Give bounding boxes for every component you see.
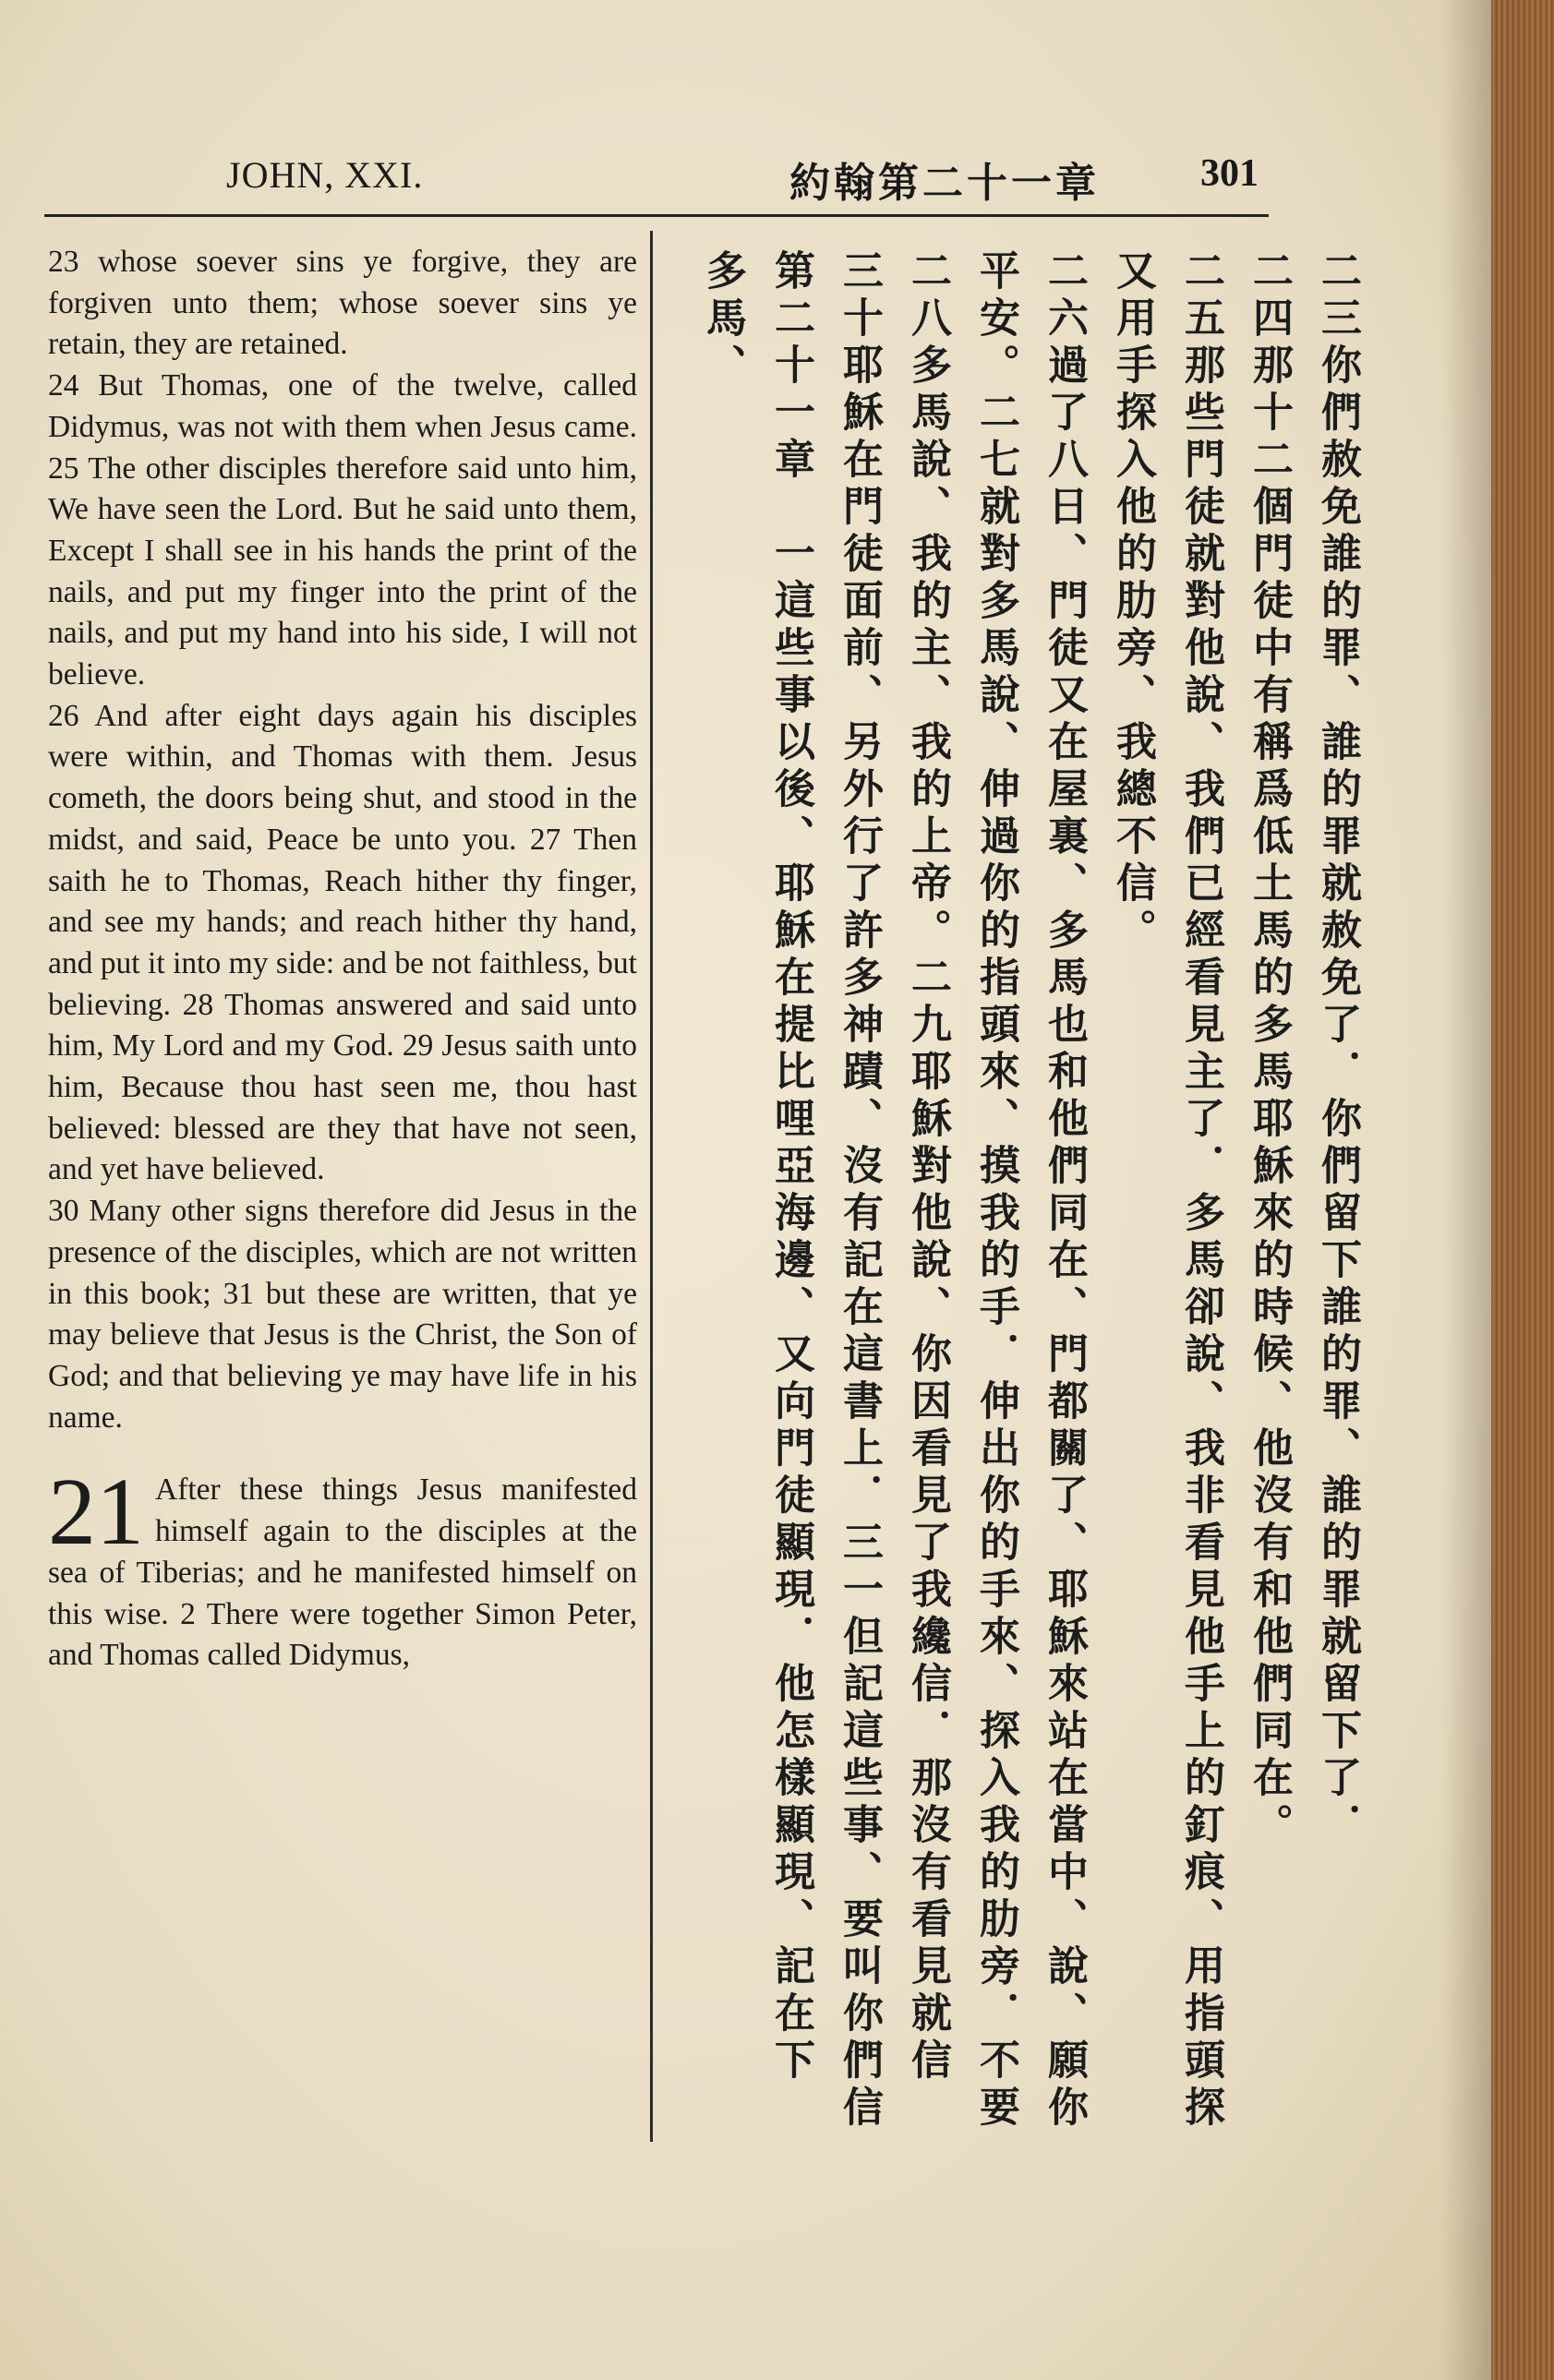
chapter-numeral: 21 xyxy=(48,1459,144,1566)
running-header xyxy=(46,148,1265,212)
chinese-line: 第二十一章 一這些事以後、耶穌在提比哩亞海邊、又向門徒顯現．他怎樣顯現、記在下 xyxy=(767,249,814,2086)
english-text-column xyxy=(48,242,637,1677)
english-paragraph: 24 But Thomas, one of the twelve, called Didymus, was not with them when Jesus came. 25 The other disciples therefore said unto him, We have seen the Lord. But he said unto them, Except I shall see in his hands the print of the nails, and put my finger into the print of the nails, and put my hand into his side, I will not believe. xyxy=(48,368,637,692)
column-divider xyxy=(650,231,653,2142)
english-paragraph: 23 whose soever sins ye forgive, they are forgiven unto them; whose soever sins ye retain, they are retained. xyxy=(48,245,637,362)
header-english-title: JOHN, XXI. xyxy=(226,154,424,196)
chinese-line: 平安。二七就對多馬說、伸過你的指頭來、摸我的手．伸出你的手來、探入我的肋旁．不要 xyxy=(972,249,1019,2133)
english-paragraph: 30 Many other signs therefore did Jesus in the presence of the disciples, which are not written in this book; 31 but these are written, that ye may believe that Jesus is the Christ, the Son of God; and that believing ye may have life in his name. xyxy=(48,1194,637,1435)
chinese-line: 二四那十二個門徒中有稱爲低土馬的多馬耶穌來的時候、他沒有和他們同在。 xyxy=(1246,249,1293,1850)
chinese-line: 二三你們赦免誰的罪、誰的罪就赦免了．你們留下誰的罪、誰的罪就留下了． xyxy=(1314,249,1361,1850)
chinese-line: 多馬、 xyxy=(699,249,746,391)
chapter-21-opening xyxy=(48,1459,637,1677)
header-chinese-title: 約翰第二十一章 xyxy=(789,160,1100,207)
english-paragraph: 26 And after eight days again his disciples were within, and Thomas with them. Jesus cometh, the doors being shut, and stood in the midst, and said, Peace be unto you. 27 Then saith he to Thomas, Reach hither thy finger, and see my hands; and reach hither thy hand, and put it into my side: and be not faithless, but believing. 28 Thomas answered and said unto him, My Lord and my God. 29 Jesus saith unto him, Because thou hast seen me, thou hast believed: blessed are they that have not seen, and yet have believed. xyxy=(48,698,637,1187)
page-curl-shadow xyxy=(1440,0,1491,2380)
header-rule xyxy=(44,214,1269,217)
chinese-text-column xyxy=(667,249,1368,2133)
chapter-opening-text: After these things Jesus manifested himself again to the disciples at the sea of Tiberias; and he manifested himself on this wise. 2 There were together Simon Peter, and Thomas called Didymus, xyxy=(48,1472,637,1673)
chinese-line: 三十耶穌在門徒面前、另外行了許多神蹟、沒有記在這書上．三一但記這些事、要叫你們信 xyxy=(836,249,883,2133)
chinese-line: 二五那些門徒就對他說、我們已經看見主了．多馬卻說、我非看見他手上的釘痕、用指頭探 xyxy=(1177,249,1224,2133)
page-number: 301 xyxy=(1200,152,1259,195)
chinese-line: 二六過了八日、門徒又在屋裏、多馬也和他們同在、門都關了、耶穌來站在當中、說、願你 xyxy=(1041,249,1088,2133)
chinese-line: 又用手探入他的肋旁、我總不信。 xyxy=(1109,249,1156,956)
chinese-line: 二八多馬說、我的主、我的上帝。二九耶穌對他說、你因看見了我纔信．那沒有看見就信 xyxy=(904,249,951,2086)
page-stack-edge xyxy=(1491,0,1554,2380)
